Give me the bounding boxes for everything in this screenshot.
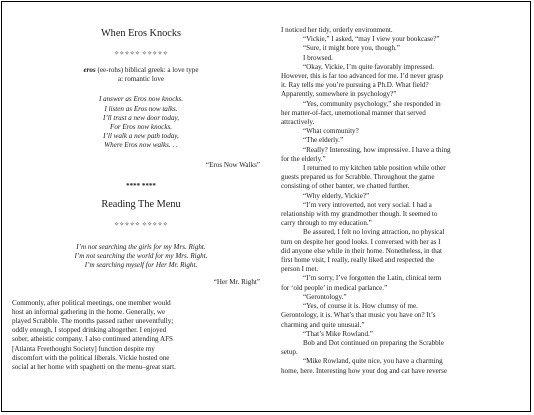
text-line: “Gerontology.” — [303, 292, 347, 301]
definition-word: eros — [83, 66, 96, 74]
text-line: relationship with my grandmother though. It seemed to — [281, 210, 438, 219]
text-line: [Atlanta Freethought Society] function despite my — [12, 344, 155, 353]
text-line: “That’s Mike Rowland.” — [303, 329, 373, 338]
text-line: However, this is far too advanced for me. I’d never grasp — [281, 72, 444, 81]
poem-line: Where Eros now walks. . . — [104, 141, 178, 150]
text-line: turn on despite her good looks. I conversed with her as I — [281, 237, 441, 246]
text-line: guests prepared us for Scrabble. Throughout the game — [281, 173, 435, 182]
text-line: setup. — [281, 348, 298, 357]
poem-attribution: “Eros Now Walks” — [205, 160, 260, 169]
definition — [12, 66, 270, 84]
text-line: “Really? Interesting, how impressive. I have a thing — [303, 145, 451, 154]
text-line: “Okay, Vickie, I’m quite favorably impressed. — [303, 62, 434, 71]
poem-line: I listen as Eros now talks. — [104, 104, 178, 113]
text-line: “Mike Rowland, quite nice, you have a charming — [303, 357, 443, 366]
poem-attribution-2: “Her Mr. Right” — [213, 278, 260, 287]
text-line: Apparently, somewhere in psychology?” — [281, 90, 397, 99]
text-line: person I met. — [281, 265, 319, 274]
page-frame — [1, 1, 531, 412]
text-line: Be assured, I felt no loving attraction, no physical — [303, 228, 445, 237]
text-line: “Why elderly, Vickie?” — [303, 191, 370, 200]
text-line: her matter-of-fact, unemotional manner that served — [281, 108, 426, 117]
poem-line: I’m not searching the girls for my Mrs. Right. — [76, 242, 206, 251]
text-line: “What community? — [303, 127, 359, 136]
text-line: “I’m sorry, I’ve forgotten the Latin, clinical term — [303, 274, 442, 283]
text-line: consisting of other banter, we chatted further. — [281, 182, 410, 191]
poem-line: For Eros now knocks. — [110, 123, 172, 132]
text-line: attractively. — [281, 118, 315, 127]
text-line: I noticed her tidy, orderly environment. — [281, 26, 393, 34]
section-break-stars: **** **** — [126, 181, 156, 190]
text-line: “Yes, community psychology,” she responded in — [303, 99, 441, 108]
poem-eros — [12, 95, 270, 150]
text-line: oddly enough, I stopped drinking altogether. I enjoyed — [12, 326, 167, 335]
poem-line: I’m not searching the world for my Mrs. Right. — [74, 252, 208, 261]
text-line: home, here. Interesting how your dog and cat have reverse — [281, 366, 448, 375]
text-line: social at her home with spaghetti on the menu–great start. — [12, 363, 176, 372]
body-text-left — [12, 299, 270, 373]
text-line: host an informal gathering in the home. Generally, we — [12, 307, 166, 316]
text-line: for ‘old people’ in medical parlance.” — [281, 283, 388, 292]
text-line: Gerontology, it is. What’s that music you have on? It’s — [281, 311, 436, 320]
poem-line: I’ll walk a new path today, — [103, 132, 179, 141]
poem-line: I’m searching myself for Her Mr. Right. — [84, 261, 198, 270]
text-line: “Vickie,” I asked, “may I view your bookcase?” — [303, 35, 440, 44]
text-line: carry through to my education.” — [281, 219, 372, 228]
text-line: “The elderly.” — [303, 136, 344, 145]
text-line: “Yes, of course it is. How clumsy of me. — [303, 302, 418, 311]
text-line: charming and quite unusual.” — [281, 320, 365, 329]
text-line: “Sure, it might bore you, though.” — [303, 44, 400, 53]
left-column — [12, 24, 270, 372]
text-line: sober, atheistic company. I also continued attending AFS — [12, 335, 174, 344]
right-column — [281, 26, 525, 376]
poem-her-mr-right — [12, 243, 270, 271]
text-line: discomfort with the political liberals. Vickie hosted one — [12, 353, 170, 362]
text-line: did anyone else while in their home. Nonetheless, in that — [281, 246, 442, 255]
definition-text: (ee-rohs) biblical greek: a love type — [95, 66, 199, 74]
text-line: Commonly, after political meetings, one member would — [12, 298, 171, 307]
text-line: “I’m very introverted, not very social. I had a — [303, 200, 432, 209]
definition-line-2: a: romantic love — [117, 75, 165, 84]
text-line: for the elderly.” — [281, 154, 326, 163]
text-line: it. Ray tells me you’re pursuing a Ph.D. What field? — [281, 81, 429, 90]
ornament-divider-2: ✧✧✧✧✧ ✧✧✧✧✧ — [114, 221, 168, 228]
poem-line: I’ll trust a new door today, — [102, 113, 180, 122]
text-line: Bob and Dot continued on preparing the Scrabble — [303, 338, 444, 347]
poem-line: I answer as Eros now knocks. — [98, 95, 184, 104]
text-line: played Scrabble. The months passed rather uneventfully; — [12, 317, 174, 326]
ornament-divider: ✧✧✧✧✧ ✧✧✧✧✧ — [114, 51, 168, 57]
chapter-title-reading-the-menu: Reading The Menu — [101, 198, 181, 210]
text-line: I returned to my kitchen table position while other — [303, 164, 446, 173]
text-line: first home visit, I really, really liked and respected the — [281, 256, 434, 265]
text-line: I browsed. — [303, 53, 333, 62]
chapter-title-when-eros-knocks: When Eros Knocks — [100, 28, 182, 39]
